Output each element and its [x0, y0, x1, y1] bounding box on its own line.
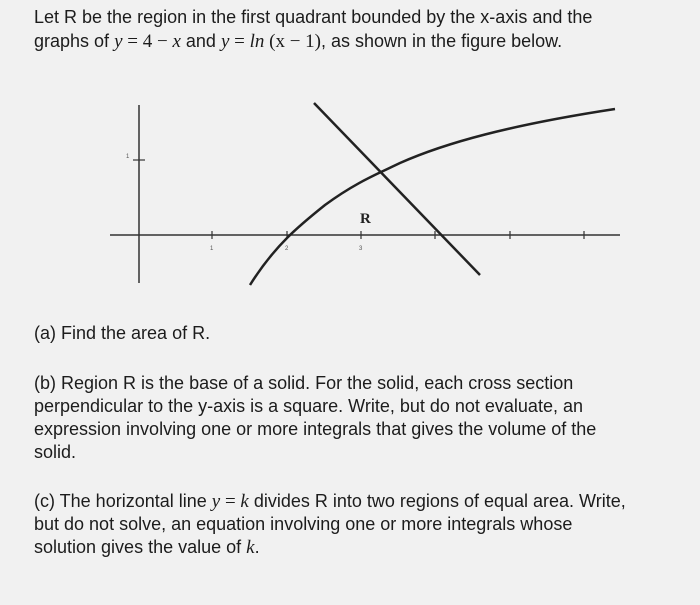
part-b-line-3: expression involving one or more integrals that gives the volume of the	[34, 419, 597, 439]
part-b-line-2: perpendicular to the y-axis is a square. Write, but do not evaluate, an	[34, 396, 583, 416]
part-c-text-3: solution gives the value of	[34, 537, 247, 557]
line-y-4-minus-x	[314, 103, 480, 275]
math-eq-2: =	[229, 31, 250, 52]
part-c-period: .	[254, 537, 260, 557]
math-ln: ln	[249, 31, 265, 52]
math-eq-3: =	[220, 491, 241, 512]
math-y-3: y	[211, 491, 221, 512]
region-label: R	[360, 211, 371, 227]
intro-and: and	[180, 31, 221, 51]
math-y-1: y	[114, 31, 123, 52]
part-a: (a) Find the area of R.	[34, 323, 211, 343]
x-tick-label-2: 2	[285, 246, 289, 252]
math-x: x	[172, 31, 181, 52]
intro-end: , as shown in the figure below.	[321, 31, 563, 51]
math-eq-1: = 4 −	[122, 31, 173, 52]
intro-line-1: Let R be the region in the first quadrant bounded by the x-axis and the	[34, 7, 593, 27]
part-c-text: (c) The horizontal line	[34, 491, 212, 511]
part-c-line-3	[34, 536, 260, 559]
math-arg: (x − 1)	[264, 31, 321, 52]
region-figure	[100, 95, 630, 290]
intro-line-2	[34, 30, 562, 53]
math-k-2: k	[246, 537, 255, 558]
part-b-line-4: solid.	[34, 442, 77, 462]
math-k-1: k	[240, 491, 249, 512]
math-y-2: y	[220, 31, 230, 52]
intro-text: graphs of	[34, 31, 110, 51]
x-tick-label-1: 1	[210, 246, 214, 252]
part-c-line-2: but do not solve, an equation involving one or more integrals whose	[34, 514, 573, 534]
part-c-line-1	[34, 490, 626, 513]
part-b-line-1: (b) Region R is the base of a solid. For the solid, each cross section	[34, 373, 574, 393]
part-c-text-2: divides R into two regions of equal area. Write,	[248, 491, 626, 511]
y-tick-label-1: 1	[126, 154, 130, 160]
curve-y-ln-x-minus-1	[250, 109, 615, 285]
x-tick-label-3: 3	[359, 246, 363, 252]
